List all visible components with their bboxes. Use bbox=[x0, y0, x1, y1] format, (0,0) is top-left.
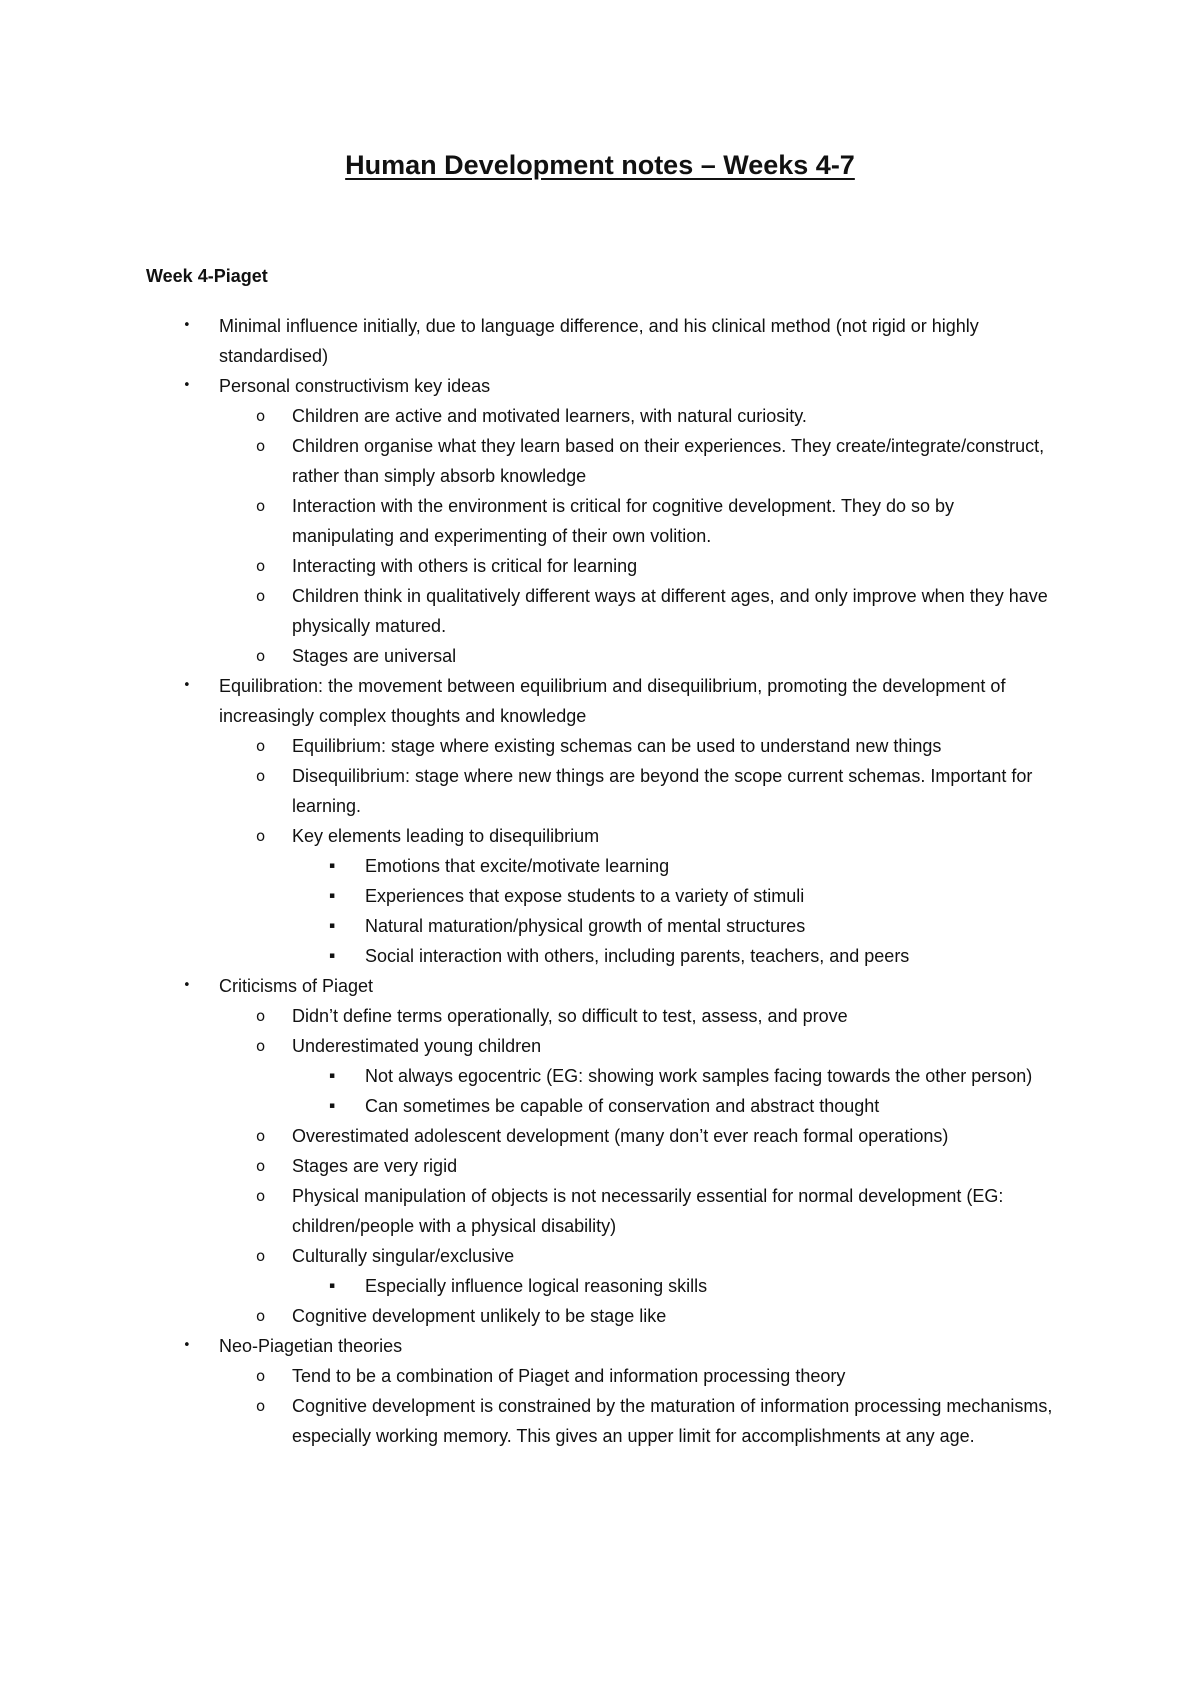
bullet-circle-icon: o bbox=[256, 407, 266, 425]
sub-list bbox=[0, 1361, 1200, 1451]
list-item-text: Physical manipulation of objects is not necessarily essential for normal development (EG: children/people with a physical disability) bbox=[292, 1186, 1004, 1236]
bullet-circle-icon: o bbox=[256, 1367, 266, 1385]
bullet-circle-icon: o bbox=[256, 1187, 266, 1205]
sub-list bbox=[0, 1001, 1200, 1331]
list-item-text: Neo-Piagetian theories bbox=[219, 1336, 403, 1356]
sub-list bbox=[0, 1061, 1200, 1121]
list-item-text: Cognitive development unlikely to be stage like bbox=[292, 1306, 667, 1326]
bullet-circle-icon: o bbox=[256, 827, 266, 845]
bullet-square-icon: ▪ bbox=[329, 861, 336, 871]
list-item-text: Children think in qualitatively different ways at different ages, and only improve when they have physically matured. bbox=[292, 586, 1048, 636]
list-item-text: Equilibration: the movement between equilibrium and disequilibrium, promoting the development of increasingly complex thoughts and knowledge bbox=[219, 676, 1006, 726]
list-item bbox=[0, 1181, 1059, 1241]
list-item bbox=[0, 1031, 1059, 1061]
sub-list bbox=[0, 401, 1200, 671]
list-item-text: Didn’t define terms operationally, so difficult to test, assess, and prove bbox=[292, 1006, 848, 1026]
list-item bbox=[0, 1241, 1059, 1271]
bullet-circle-icon: o bbox=[256, 437, 266, 455]
list-item bbox=[0, 1121, 1059, 1151]
list-item-text: Social interaction with others, including parents, teachers, and peers bbox=[365, 946, 910, 966]
bullet-dot-icon: • bbox=[183, 1338, 191, 1353]
bullet-square-icon: ▪ bbox=[329, 1281, 336, 1291]
bullet-circle-icon: o bbox=[256, 737, 266, 755]
list-item-text: Children organise what they learn based on their experiences. They create/integrate/construct, rather than simply absorb knowledge bbox=[292, 436, 1045, 486]
list-item bbox=[0, 881, 1059, 911]
list-item bbox=[0, 431, 1059, 491]
list-item-text: Especially influence logical reasoning skills bbox=[365, 1276, 708, 1296]
sub-list bbox=[0, 1271, 1200, 1301]
list-item bbox=[0, 551, 1059, 581]
bullet-circle-icon: o bbox=[256, 1007, 266, 1025]
list-item bbox=[0, 1391, 1059, 1451]
list-item bbox=[0, 1331, 1059, 1361]
list-item-text: Stages are very rigid bbox=[292, 1156, 458, 1176]
list-item-text: Can sometimes be capable of conservation and abstract thought bbox=[365, 1096, 880, 1116]
list-item-text: Personal constructivism key ideas bbox=[219, 376, 491, 396]
list-item bbox=[0, 311, 1059, 371]
list-item-text: Stages are universal bbox=[292, 646, 457, 666]
list-item bbox=[0, 1061, 1059, 1091]
list-item bbox=[0, 971, 1059, 1001]
list-item-text: Interaction with the environment is critical for cognitive development. They do so by manipulating and experimenting of their own volition. bbox=[292, 496, 955, 546]
list-item-text: Cognitive development is constrained by the maturation of information processing mechanisms, especially working memory. This gives an upper limit for accomplishments at any age. bbox=[292, 1396, 1053, 1446]
bullet-circle-icon: o bbox=[256, 767, 266, 785]
list-item-text: Key elements leading to disequilibrium bbox=[292, 826, 600, 846]
list-item bbox=[0, 401, 1059, 431]
bullet-dot-icon: • bbox=[183, 318, 191, 333]
bullet-circle-icon: o bbox=[256, 587, 266, 605]
bullet-circle-icon: o bbox=[256, 1307, 266, 1325]
list-item-text: Emotions that excite/motivate learning bbox=[365, 856, 670, 876]
bullet-square-icon: ▪ bbox=[329, 1101, 336, 1111]
list-item-text: Tend to be a combination of Piaget and information processing theory bbox=[292, 1366, 846, 1386]
list-item-text: Interacting with others is critical for learning bbox=[292, 556, 638, 576]
list-item bbox=[0, 671, 1059, 731]
list-item bbox=[0, 1271, 1059, 1301]
list-item bbox=[0, 911, 1059, 941]
list-item bbox=[0, 1091, 1059, 1121]
bullet-square-icon: ▪ bbox=[329, 951, 336, 961]
list-item-text: Not always egocentric (EG: showing work samples facing towards the other person) bbox=[365, 1066, 1033, 1086]
sub-list bbox=[0, 731, 1200, 971]
list-item-text: Criticisms of Piaget bbox=[219, 976, 374, 996]
list-item-text: Equilibrium: stage where existing schemas can be used to understand new things bbox=[292, 736, 942, 756]
bullet-circle-icon: o bbox=[256, 1037, 266, 1055]
list-item bbox=[0, 581, 1059, 641]
list-item-text: Experiences that expose students to a variety of stimuli bbox=[365, 886, 805, 906]
bullet-dot-icon: • bbox=[183, 678, 191, 693]
list-item-text: Disequilibrium: stage where new things are beyond the scope current schemas. Important for learning. bbox=[292, 766, 1033, 816]
list-item-text: Natural maturation/physical growth of mental structures bbox=[365, 916, 806, 936]
list-item-text: Culturally singular/exclusive bbox=[292, 1246, 515, 1266]
list-item bbox=[0, 731, 1059, 761]
bullet-square-icon: ▪ bbox=[329, 921, 336, 931]
bullet-circle-icon: o bbox=[256, 647, 266, 665]
list-item-text: Children are active and motivated learners, with natural curiosity. bbox=[292, 406, 807, 426]
list-item bbox=[0, 851, 1059, 881]
bullet-circle-icon: o bbox=[256, 557, 266, 575]
list-item bbox=[0, 491, 1059, 551]
list-item bbox=[0, 821, 1059, 851]
bullet-circle-icon: o bbox=[256, 1247, 266, 1265]
section-heading: Week 4-Piaget bbox=[146, 266, 268, 286]
list-item bbox=[0, 1301, 1059, 1331]
bullet-list bbox=[0, 311, 1200, 1451]
bullet-circle-icon: o bbox=[256, 1127, 266, 1145]
document-title: Human Development notes – Weeks 4-7 bbox=[345, 150, 855, 180]
list-item-text: Underestimated young children bbox=[292, 1036, 542, 1056]
bullet-square-icon: ▪ bbox=[329, 1071, 336, 1081]
bullet-circle-icon: o bbox=[256, 497, 266, 515]
list-item bbox=[0, 371, 1059, 401]
list-item bbox=[0, 761, 1059, 821]
list-item bbox=[0, 1151, 1059, 1181]
list-item bbox=[0, 1001, 1059, 1031]
bullet-dot-icon: • bbox=[183, 978, 191, 993]
list-item bbox=[0, 941, 1059, 971]
bullet-circle-icon: o bbox=[256, 1397, 266, 1415]
list-item bbox=[0, 641, 1059, 671]
list-item bbox=[0, 1361, 1059, 1391]
sub-list bbox=[0, 851, 1200, 971]
bullet-dot-icon: • bbox=[183, 378, 191, 393]
list-item-text: Minimal influence initially, due to language difference, and his clinical method (not rigid or highly standardised) bbox=[219, 316, 979, 366]
bullet-circle-icon: o bbox=[256, 1157, 266, 1175]
bullet-square-icon: ▪ bbox=[329, 891, 336, 901]
list-item-text: Overestimated adolescent development (many don’t ever reach formal operations) bbox=[292, 1126, 949, 1146]
